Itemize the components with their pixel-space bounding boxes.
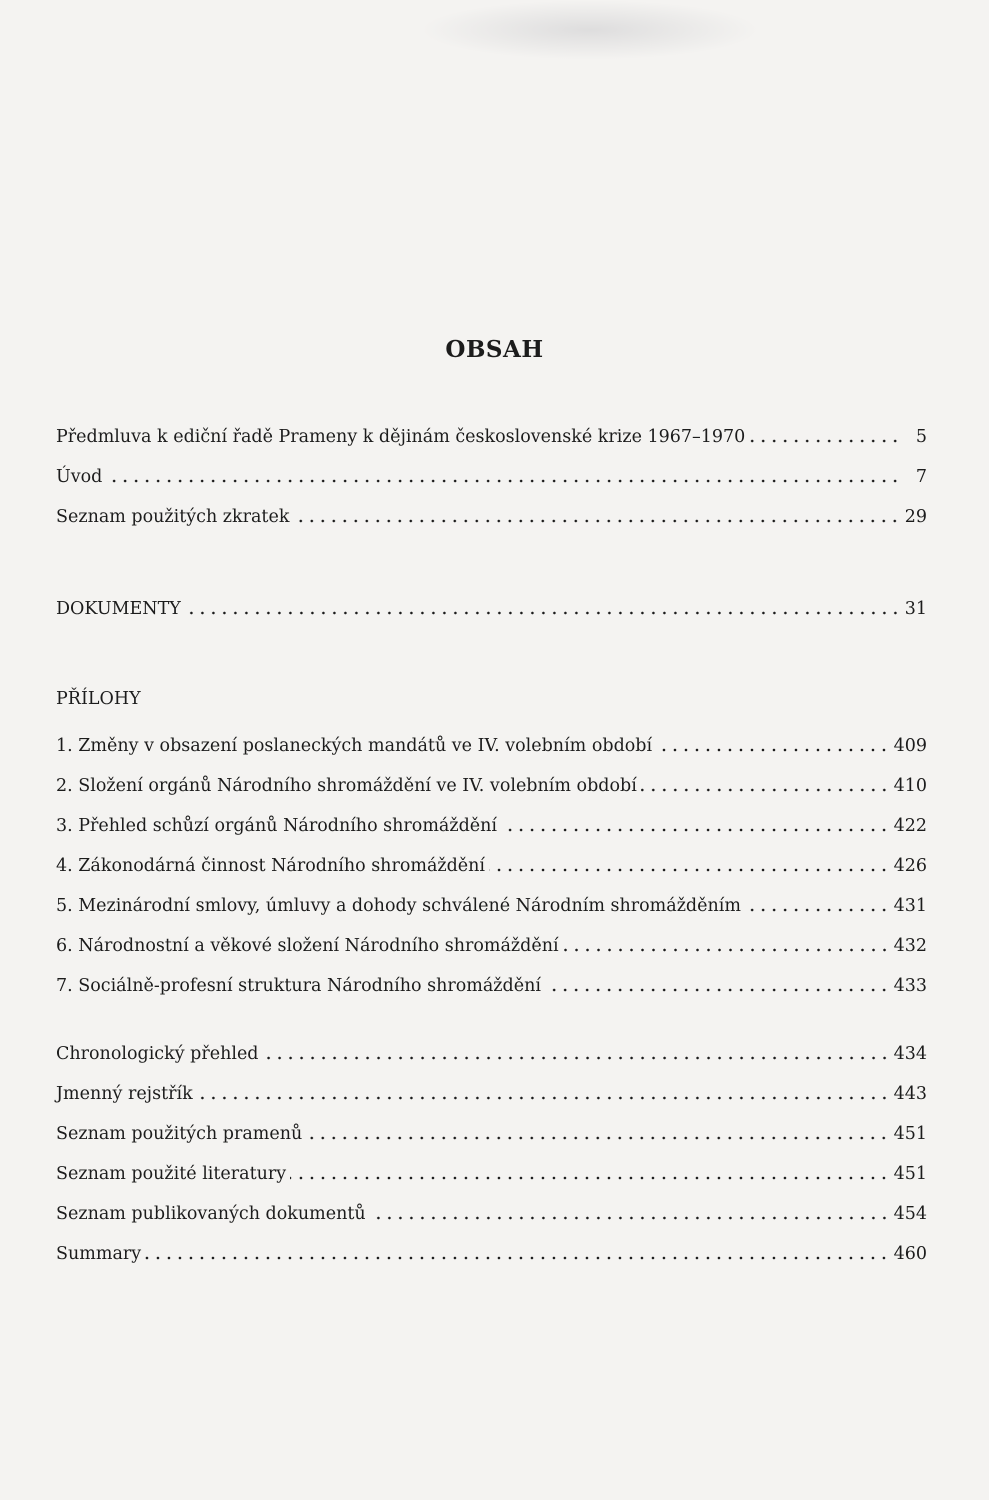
dot-leader [745,908,890,912]
dot-leader [306,1136,889,1140]
toc-entry-label: Seznam použitých pramenů [56,1124,303,1144]
toc-entry [56,462,927,488]
toc-entry-label: Jmenný rejstřík [56,1084,193,1104]
toc-entry [56,851,927,877]
toc-entry-label: Seznam použité literatury [56,1164,287,1184]
toc-entry-label: 3. Přehled schůzí orgánů Národního shromáždění [56,816,498,836]
toc-entry [56,971,927,997]
dot-leader [641,788,890,792]
dot-leader [145,1256,889,1260]
toc-entry [56,771,927,797]
dot-leader [197,1096,890,1100]
toc-entry [56,1199,927,1225]
toc-entry [56,1039,927,1065]
toc-entry-label: 5. Mezinárodní smlovy, úmluvy a dohody schválené Národním shromážděním [56,896,741,916]
toc-entry [56,1239,927,1265]
toc-entry-label: Úvod [56,467,103,487]
toc-entry [56,422,927,448]
toc-entry-page: 7 [915,467,927,487]
toc-entry-label: 4. Zákonodárná činnost Národního shromáždění [56,856,486,876]
toc-entry-page: 432 [893,936,927,956]
dot-leader [489,868,890,872]
toc-entry [56,811,927,837]
toc-entry-page: 443 [893,1084,927,1104]
dot-leader [185,611,901,615]
dot-leader [106,479,901,483]
toc-entry-label: 6. Národnostní a věkové složení Národního shromáždění [56,936,559,956]
page-shadow [420,0,760,60]
dot-leader [263,1056,890,1060]
toc-entry-label: 1. Změny v obsazení poslaneckých mandátů ve IV. volebním období [56,736,653,756]
dot-leader [563,948,890,952]
toc-entry-page: 460 [893,1244,927,1264]
toc-entry [56,931,927,957]
toc-entry [56,502,927,528]
toc-entry-label: 7. Sociálně-profesní struktura Národního shromáždění [56,976,541,996]
toc-entry-page: 431 [893,896,927,916]
dot-leader [293,519,900,523]
toc-entry-page: 451 [893,1124,927,1144]
toc-entry-page: 434 [893,1044,927,1064]
toc-entry [56,731,927,757]
toc-entry [56,1079,927,1105]
toc-entry-label: Seznam použitých zkratek [56,507,290,527]
toc-entry-page: 426 [893,856,927,876]
toc-entry-page: 29 [904,507,927,527]
toc-entry [56,1159,927,1185]
dot-leader [749,439,901,443]
toc-entry-label: 2. Složení orgánů Národního shromáždění ve IV. volebním období [56,776,637,796]
toc-entry-page: 451 [893,1164,927,1184]
toc-entry-label: DOKUMENTY [56,599,181,619]
toc-entry-label: Chronologický přehled [56,1044,259,1064]
toc-entry-label: Předmluva k ediční řadě Prameny k dějinám československé krize 1967–1970 [56,427,746,447]
toc-entry-page: 409 [893,736,927,756]
toc-entry-page: 5 [915,427,927,447]
toc-entry-page: 454 [893,1204,927,1224]
dot-leader [501,828,890,832]
toc-entry [56,891,927,917]
dot-leader [290,1176,889,1180]
dot-leader [370,1216,890,1220]
page-title: OBSAH [445,336,544,363]
toc-entry-page: 422 [893,816,927,836]
toc-entry-page: 31 [904,599,927,619]
dot-leader [656,748,889,752]
appendix-heading: PŘÍLOHY [56,689,141,709]
toc-entry-label: Summary [56,1244,142,1264]
toc-entry-documents [56,594,927,620]
toc-entry-page: 433 [893,976,927,996]
toc-entry [56,1119,927,1145]
toc-entry-page: 410 [893,776,927,796]
dot-leader [545,988,890,992]
toc-entry-label: Seznam publikovaných dokumentů [56,1204,366,1224]
